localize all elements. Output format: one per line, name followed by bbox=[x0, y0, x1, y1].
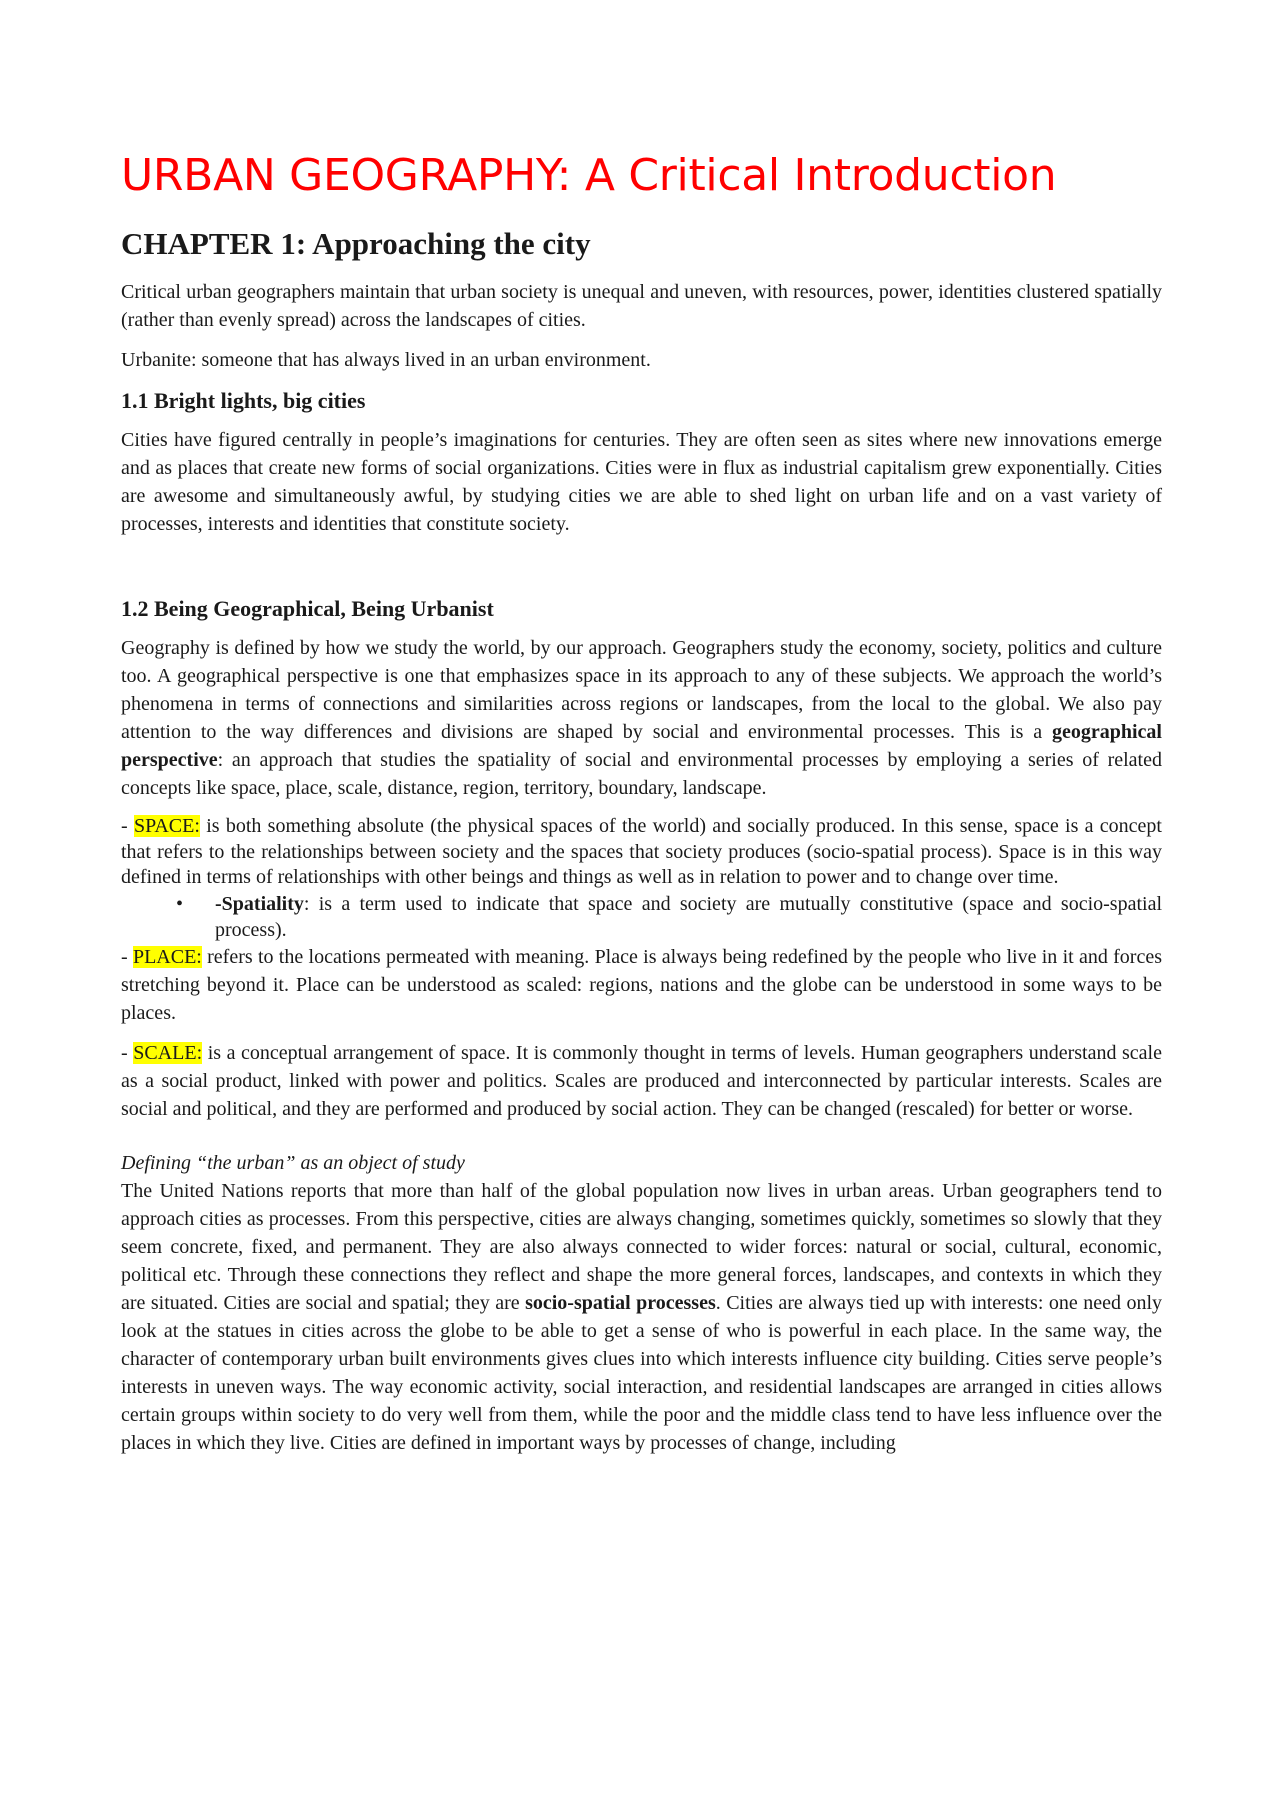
space-text: is both something absolute (the physical spaces of the world) and socially produced. In this sense, space is a concept that refers to the relationships between society and the spaces that society produces (socio-spatial process). Space is in this way defined in terms of relationships with other beings and things as well as in relation to power and to change over time. bbox=[121, 815, 1162, 888]
section-1-1-paragraph: Cities have figured centrally in people’s imaginations for centuries. They are often seen as sites where new innovations emerge and as places that create new forms of social organizations. Cities were in flux as industrial capitalism grew exponentially. Cities are awesome and simultaneously awful, by studying cities we are able to shed light on urban life and on a vast variety of processes, interests and identities that constitute society. bbox=[121, 429, 1162, 535]
chapter-heading: CHAPTER 1: Approaching the city bbox=[121, 226, 591, 261]
section-1-2-text-b: : an approach that studies the spatiality of social and environmental processes by employing a series of related concepts like space, place, scale, distance, region, territory, boundary, landscape. bbox=[121, 749, 1162, 799]
scale-term: SCALE: bbox=[133, 1041, 203, 1064]
defining-text-b: . Cities are always tied up with interests: one need only look at the statues in cities across the globe to be able to get a sense of who is powerful in each place. In the same way, the character of contemporary urban built environments gives clues into which interests influence city building. Cities serve people’s interests in uneven ways. The way economic activity, social interaction, and residential landscapes are arranged in cities allows certain groups within society to do very well from them, while the poor and the middle class tend to have less influence over the places in which they live. Cities are defined in important ways by processes of change, including bbox=[121, 1291, 1163, 1454]
section-1-1-heading: 1.1 Bright lights, big cities bbox=[121, 388, 366, 413]
place-text: refers to the locations permeated with meaning. Place is always being redefined by the people who live in it and forces stretching beyond it. Place can be understood as scaled: regions, nations and the globe can be understood in some ways to be places. bbox=[121, 945, 1162, 1024]
dash-prefix: - bbox=[121, 815, 134, 837]
dash-prefix: - bbox=[121, 1041, 134, 1064]
geographical-perspective-term: geographical perspective bbox=[121, 721, 1162, 771]
place-term: PLACE: bbox=[132, 945, 202, 968]
blank-space bbox=[121, 1135, 1162, 1149]
spatiality-text: : is a term used to indicate that space and society are mutually constitutive (space and socio-spatial process). bbox=[215, 892, 1162, 941]
section-1-2-heading: 1.2 Being Geographical, Being Urbanist bbox=[121, 596, 494, 621]
defining-urban-paragraph bbox=[121, 1177, 1162, 1457]
scale-definition bbox=[121, 1039, 1162, 1123]
defining-text-a: The United Nations reports that more than half of the global population now lives in urban areas. Urban geographers tend to approach cities as processes. From this perspective, cities are always changing, sometimes quickly, sometimes so slowly that they seem concrete, fixed, and permanent. They are also always connected to wider forces: natural or social, cultural, economic, political etc. Through these connections they reflect and shape the more general forces, landscapes, and contexts in which they are situated. Cities are social and spatial; they are bbox=[121, 1179, 1162, 1314]
blank-space bbox=[121, 550, 1162, 594]
section-1-2-text-a: Geography is defined by how we study the world, by our approach. Geographers study the economy, society, politics and culture too. A geographical perspective is one that emphasizes space in its approach to any of these subjects. We approach the world’s phenomena in terms of connections and similarities across regions or landscapes, from the local to the global. We also pay attention to the way differences and divisions are shaped by social and environmental processes. This is a bbox=[121, 637, 1162, 743]
section-1-2-paragraph bbox=[121, 634, 1162, 802]
document-title: URBAN GEOGRAPHY: A Critical Introduction bbox=[121, 150, 1057, 201]
space-definition bbox=[121, 814, 1162, 891]
spatiality-term: -Spatiality bbox=[215, 892, 304, 915]
dash-prefix: - bbox=[121, 945, 133, 968]
intro-paragraph: Critical urban geographers maintain that urban society is unequal and uneven, with resources, power, identities clustered spatially (rather than evenly spread) across the landscapes of cities. bbox=[121, 281, 1162, 331]
socio-spatial-processes-term: socio-spatial processes bbox=[525, 1291, 716, 1314]
space-term: SPACE: bbox=[133, 815, 200, 837]
spatiality-bullet bbox=[121, 891, 1162, 943]
urbanite-definition: Urbanite: someone that has always lived in an urban environment. bbox=[121, 349, 651, 371]
document-page bbox=[121, 148, 1162, 1469]
place-definition bbox=[121, 943, 1162, 1027]
bullet-icon: • bbox=[176, 892, 184, 915]
scale-text: is a conceptual arrangement of space. It is commonly thought in terms of levels. Human geographers understand scale as a social product, linked with power and politics. Scales are produced and interconnected by particular interests. Scales are social and political, and they are performed and produced by social action. They can be changed (rescaled) for better or worse. bbox=[121, 1041, 1162, 1120]
defining-urban-heading: Defining “the urban” as an object of study bbox=[121, 1151, 465, 1174]
